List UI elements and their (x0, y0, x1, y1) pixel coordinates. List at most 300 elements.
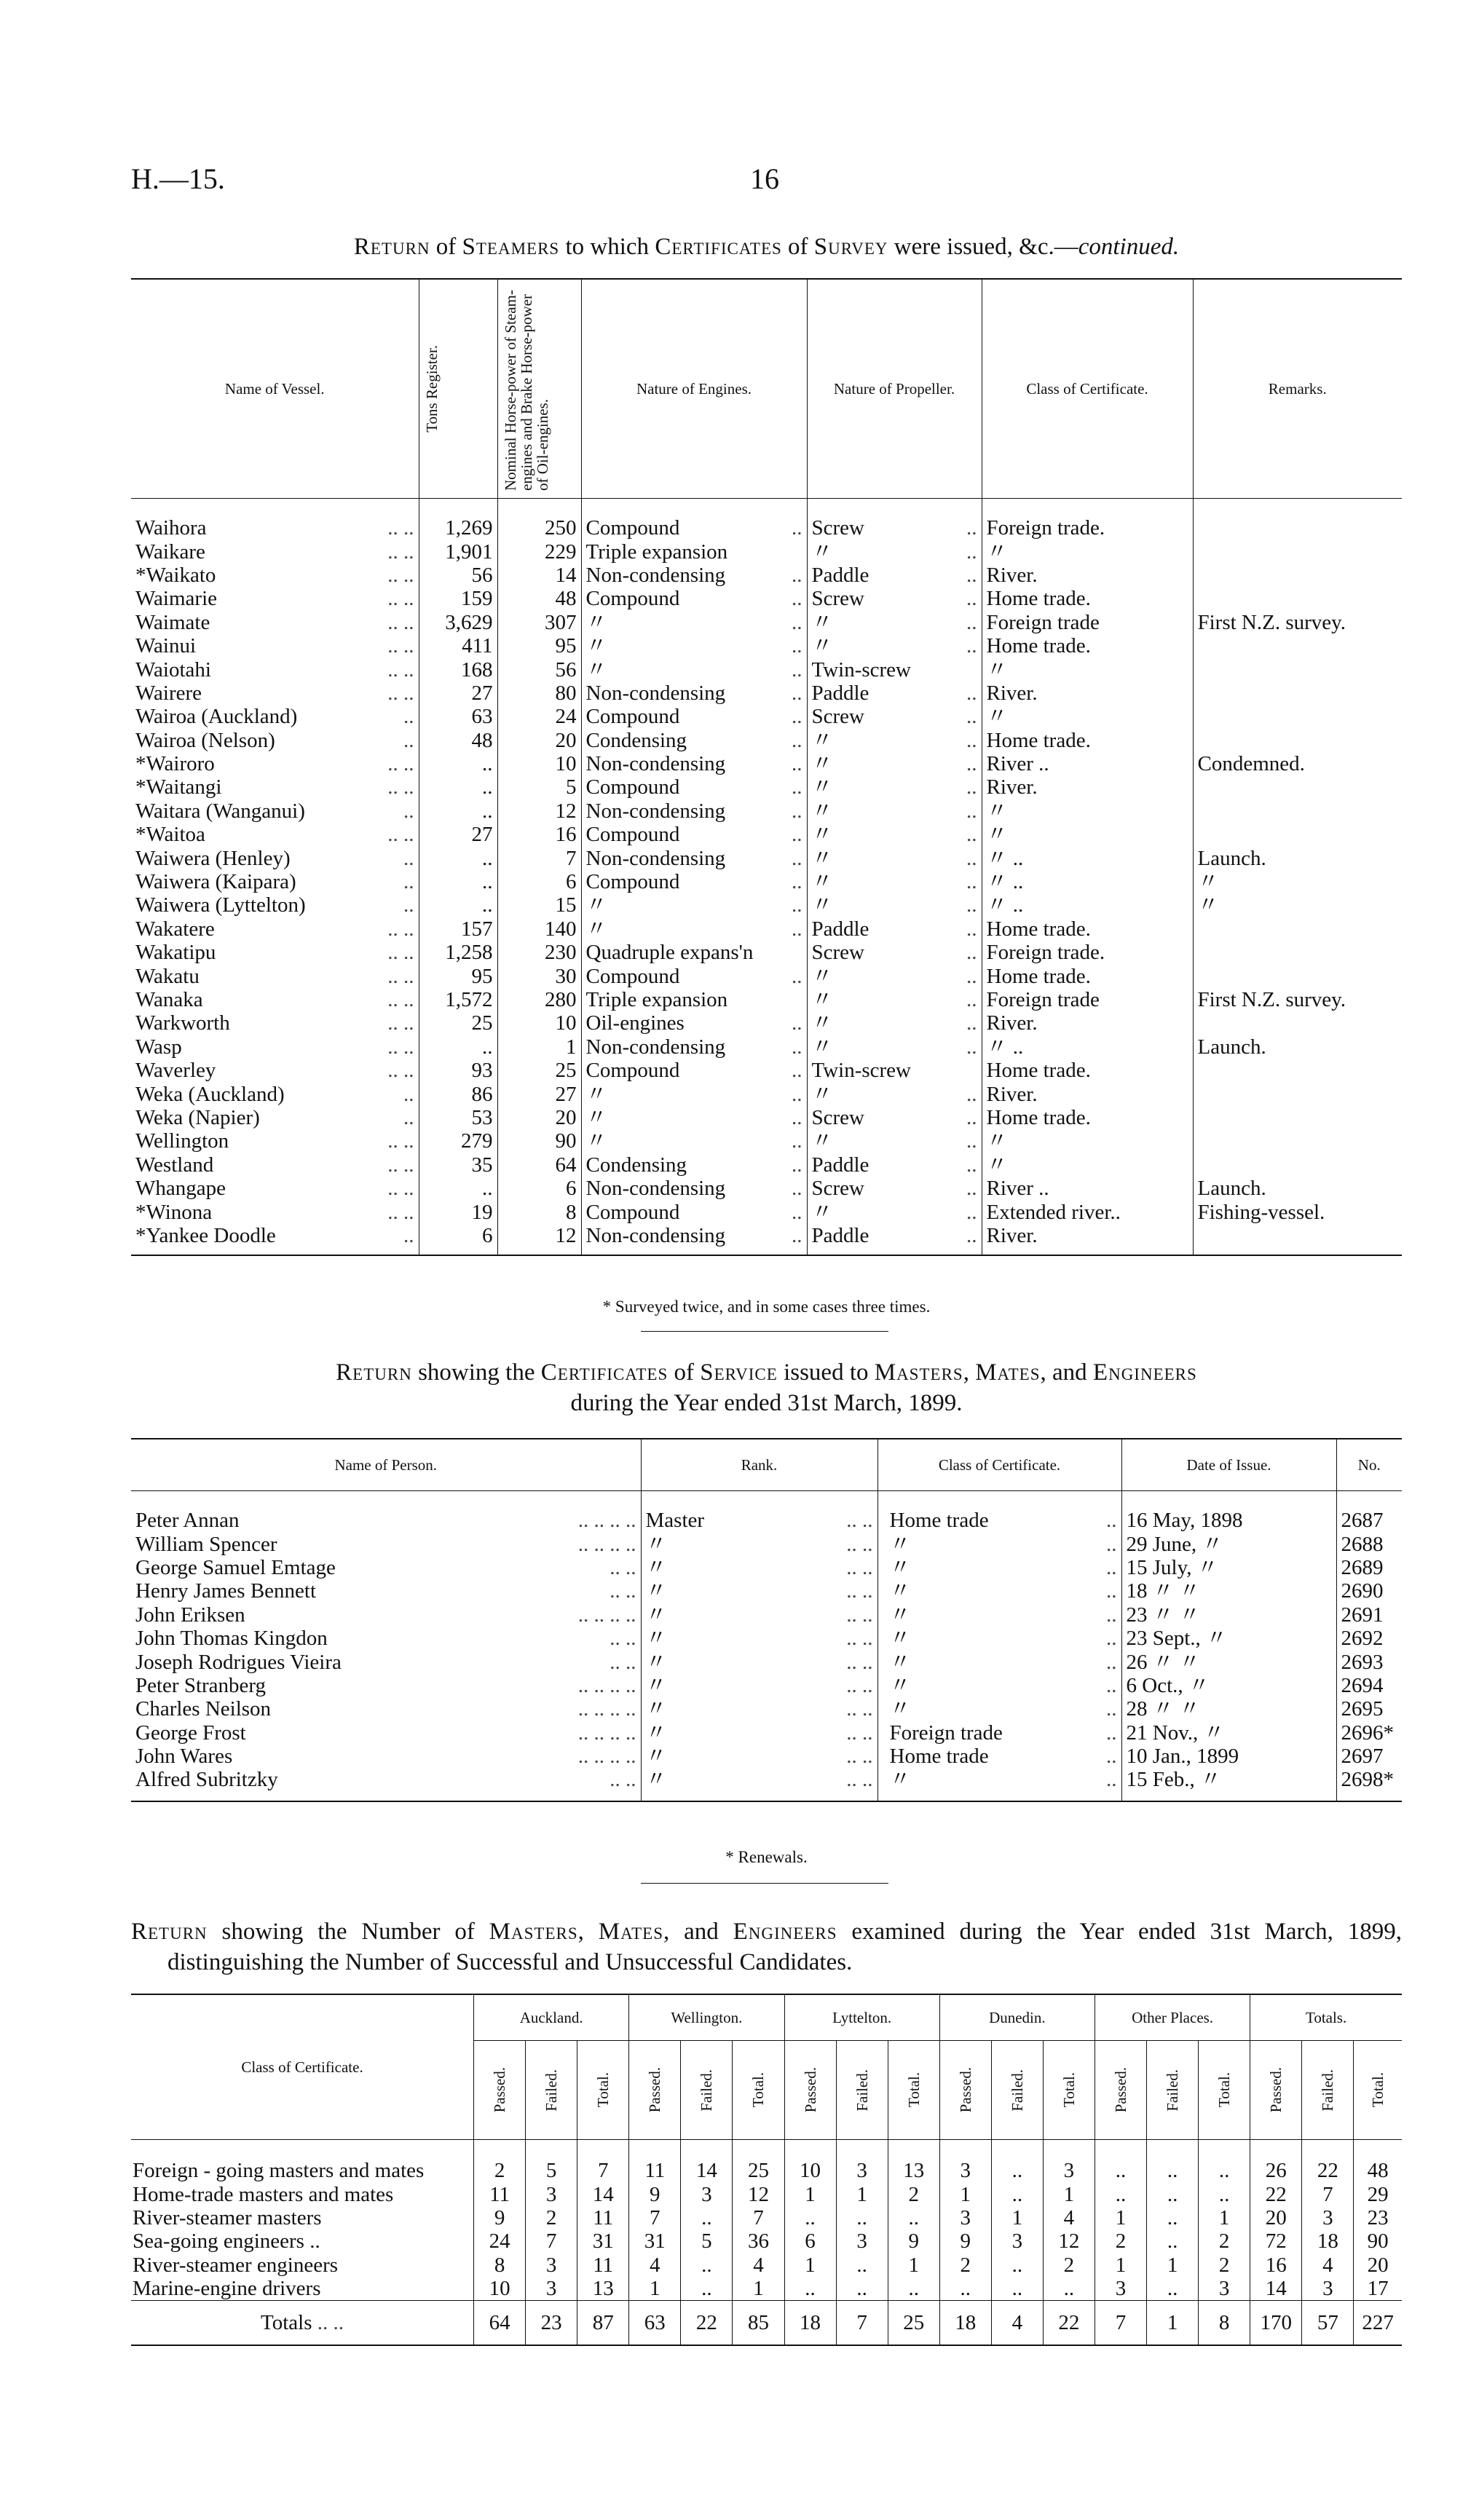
leader-dots: .. (403, 1105, 414, 1129)
exam-count: 3 (836, 2229, 888, 2253)
col-total: Total. (1199, 2041, 1250, 2140)
exam-count: 1 (1199, 2206, 1250, 2229)
col-person-name: Name of Person. (131, 1439, 641, 1491)
vessel-name: Wasp .. .. (131, 1035, 419, 1059)
propeller-nature: Paddle .. (807, 917, 982, 941)
propeller-nature: 〃 .. (807, 964, 982, 987)
propeller-nature: Screw .. (807, 499, 982, 540)
exam-count: 36 (733, 2229, 784, 2253)
remarks (1193, 682, 1402, 705)
leader-dots: .. (792, 1200, 802, 1224)
leader-dots: .. .. (846, 1697, 873, 1721)
page-number: 16 (750, 162, 779, 195)
leader-dots: .. (966, 634, 977, 658)
leader-dots: .. (1106, 1650, 1117, 1674)
horse-power: 8 (497, 1200, 581, 1223)
engine-nature: 〃 .. (581, 634, 807, 657)
exam-count: 13 (577, 2277, 629, 2301)
engine-nature: Condensing .. (581, 729, 807, 752)
remarks (1193, 917, 1402, 941)
exam-count: .. (991, 2182, 1043, 2205)
propeller-nature: Twin-screw (807, 1059, 982, 1082)
exam-count: 3 (681, 2182, 733, 2205)
horse-power: 64 (497, 1153, 581, 1177)
certificate-class: 〃 (982, 799, 1193, 823)
remarks: Launch. (1197, 846, 1266, 870)
person-row (131, 1627, 1402, 1650)
vessel-row (131, 823, 1402, 846)
vessel-name: Wakatere .. .. (131, 917, 419, 941)
total-count: 1 (1147, 2301, 1199, 2346)
exam-count: 12 (1043, 2229, 1095, 2253)
leader-dots: .. (1106, 1579, 1117, 1603)
leader-dots: .. (403, 846, 414, 870)
propeller-nature: Screw .. (807, 1106, 982, 1129)
engine-nature: Compound .. (581, 1059, 807, 1082)
col-number: No. (1357, 1455, 1381, 1474)
exam-count: .. (939, 2277, 991, 2301)
exam-count: 13 (888, 2140, 939, 2183)
vessel-row (131, 729, 1402, 752)
remarks (1193, 540, 1402, 563)
total-count: 18 (939, 2301, 991, 2346)
leader-dots: .. (1106, 1673, 1117, 1697)
tons-register: 168 (419, 657, 497, 681)
col-horse-power: Nominal Horse-power of Steam-engines and Brake Horse-power of Oil-engines. (497, 279, 581, 499)
exam-count: .. (836, 2277, 888, 2301)
leader-dots: .. (966, 1082, 977, 1106)
certificate-class: 〃 .. (877, 1768, 1121, 1801)
exam-count: 4 (1043, 2206, 1095, 2229)
exam-count: 3 (526, 2182, 577, 2205)
leader-dots: .. .. (846, 1768, 873, 1792)
leader-dots: .. .. (387, 1011, 414, 1035)
col-remarks: Remarks. (1268, 379, 1327, 398)
vessel-name: Waiwera (Kaipara) .. (131, 870, 419, 893)
certificate-class: 〃 .. (877, 1556, 1121, 1579)
leader-dots: .. (966, 1200, 977, 1224)
vessel-row (131, 752, 1402, 775)
tons-register: 6 (419, 1224, 497, 1255)
exam-count: 7 (733, 2206, 784, 2229)
exam-count: 11 (577, 2254, 629, 2277)
certificate-number: 2694 (1341, 1673, 1384, 1697)
rank: 〃 .. .. (641, 1674, 877, 1697)
exam-count: .. (991, 2140, 1043, 2183)
leader-dots: .. (966, 964, 977, 988)
propeller-nature: 〃 .. (807, 540, 982, 563)
leader-dots: .. .. (312, 2311, 344, 2335)
leader-dots: .. .. (387, 634, 414, 658)
horse-power: 280 (497, 988, 581, 1011)
steamers-header-row (131, 279, 1402, 499)
service-footnote: * Renewals. (725, 1848, 808, 1866)
leader-dots: .. (966, 941, 977, 965)
vessel-row (131, 1106, 1402, 1129)
leader-dots: .. (966, 893, 977, 917)
vessel-row (131, 941, 1402, 964)
leader-dots: .. (966, 752, 977, 776)
vessel-row (131, 799, 1402, 823)
vessel-name: Wakatu .. .. (131, 964, 419, 987)
exam-count: 2 (474, 2140, 526, 2183)
engine-nature: 〃 .. (581, 657, 807, 681)
propeller-nature: 〃 .. (807, 1129, 982, 1153)
tons-register: 35 (419, 1153, 497, 1177)
certificate-class: 〃 (982, 1129, 1193, 1153)
certificate-class: Home trade. (982, 917, 1193, 941)
vessel-name: Waiwera (Lyttelton) .. (131, 893, 419, 917)
certificate-class: 〃 (982, 705, 1193, 728)
horse-power: 1 (497, 1035, 581, 1059)
certificate-class: 〃 (982, 540, 1193, 563)
person-name: Alfred Subritzky .. .. (131, 1768, 641, 1801)
certificate-class: Foreign trade. (982, 499, 1193, 540)
leader-dots: .. (792, 657, 802, 682)
total-count: 22 (681, 2301, 733, 2346)
exam-count: 3 (991, 2229, 1043, 2253)
person-name: Peter Annan .. .. .. .. (131, 1491, 641, 1533)
leader-dots: .. .. (387, 964, 414, 988)
leader-dots: .. (792, 870, 802, 894)
leader-dots: .. .. (387, 752, 414, 776)
remarks: Launch. (1197, 1035, 1266, 1059)
remarks (1193, 1011, 1402, 1035)
propeller-nature: 〃 .. (807, 1011, 982, 1035)
engine-nature: Compound .. (581, 1200, 807, 1223)
exam-count: .. (1147, 2140, 1199, 2183)
col-passed: Passed. (784, 2041, 836, 2140)
leader-dots: .. .. (846, 1509, 873, 1533)
exam-row (131, 2206, 1402, 2229)
certificate-class: Home trade. (982, 729, 1193, 752)
vessel-row (131, 499, 1402, 540)
leader-dots: .. (1106, 1603, 1117, 1627)
col-total: Total. (577, 2041, 629, 2140)
leader-dots: .. .. .. .. (577, 1532, 636, 1556)
vessel-row (131, 1153, 1402, 1177)
certificate-number: 2687 (1341, 1509, 1384, 1533)
exam-count: 10 (474, 2277, 526, 2301)
vessel-row (131, 1082, 1402, 1105)
col-failed: Failed. (526, 2041, 577, 2140)
remarks (1193, 1082, 1402, 1105)
col-failed: Failed. (1302, 2041, 1354, 2140)
vessel-row (131, 1059, 1402, 1082)
propeller-nature: 〃 .. (807, 1082, 982, 1105)
person-name: William Spencer .. .. .. .. (131, 1532, 641, 1555)
remarks (1193, 634, 1402, 657)
engine-nature: Non-condensing .. (581, 1177, 807, 1200)
exam-count: .. (1199, 2140, 1250, 2183)
exam-count: 1 (939, 2182, 991, 2205)
exam-count: 2 (939, 2254, 991, 2277)
leader-dots: .. .. (387, 941, 414, 965)
date-of-issue: 26 〃 〃 (1121, 1650, 1336, 1673)
col-passed: Passed. (629, 2041, 681, 2140)
exam-count: .. (1147, 2277, 1199, 2301)
vessel-row (131, 1224, 1402, 1255)
leader-dots: .. (792, 1082, 802, 1106)
total-count: 25 (888, 2301, 939, 2346)
tons-register: 56 (419, 564, 497, 587)
certificate-class: 〃 .. (982, 893, 1193, 917)
engine-nature: 〃 .. (581, 917, 807, 941)
remarks (1193, 729, 1402, 752)
leader-dots: .. (1106, 1509, 1117, 1533)
leader-dots: .. .. (846, 1627, 873, 1651)
col-total: Total. (733, 2041, 784, 2140)
vessel-row (131, 657, 1402, 681)
propeller-nature: 〃 .. (807, 870, 982, 893)
remarks: First N.Z. survey. (1197, 988, 1346, 1011)
engine-nature: Non-condensing .. (581, 1035, 807, 1059)
leader-dots: .. (966, 846, 977, 870)
vessel-row (131, 964, 1402, 987)
col-passed: Passed. (474, 2041, 526, 2140)
leader-dots: .. (966, 823, 977, 847)
horse-power: 12 (497, 799, 581, 823)
steamers-table (131, 278, 1402, 1256)
vessel-row (131, 870, 1402, 893)
exam-count: .. (681, 2277, 733, 2301)
exam-count: 11 (629, 2140, 681, 2183)
rank: 〃 .. .. (641, 1603, 877, 1627)
vessel-row (131, 634, 1402, 657)
vessel-row (131, 540, 1402, 563)
exam-count: 1 (784, 2182, 836, 2205)
exam-count: 14 (577, 2182, 629, 2205)
leader-dots: .. (966, 1105, 977, 1129)
leader-dots: .. .. (846, 1579, 873, 1603)
leader-dots: .. (966, 917, 977, 941)
person-row (131, 1674, 1402, 1697)
tons-register: 27 (419, 823, 497, 846)
vessel-row (131, 1177, 1402, 1200)
certificate-class: River. (982, 775, 1193, 799)
engine-nature: Non-condensing .. (581, 846, 807, 869)
certificate-number: 2696* (1341, 1721, 1394, 1745)
vessel-name: Waimate .. .. (131, 611, 419, 634)
steamers-footnote: * Surveyed twice, and in some cases three times. (602, 1297, 931, 1316)
leader-dots: .. (966, 563, 977, 587)
rank: 〃 .. .. (641, 1768, 877, 1801)
horse-power: 20 (497, 729, 581, 752)
rank: 〃 .. .. (641, 1697, 877, 1721)
leader-dots: .. (792, 823, 802, 847)
leader-dots: .. .. (610, 1650, 636, 1674)
person-name: Joseph Rodrigues Vieira .. .. (131, 1650, 641, 1673)
total-count: 227 (1362, 2311, 1394, 2335)
exam-count: 20 (1250, 2206, 1302, 2229)
exam-count: 11 (577, 2206, 629, 2229)
certificate-class: Home trade. (982, 1106, 1193, 1129)
certificate-class: Home trade. (982, 964, 1193, 987)
leader-dots: .. (792, 1129, 802, 1153)
col-failed: Failed. (836, 2041, 888, 2140)
person-name: Henry James Bennett .. .. (131, 1579, 641, 1603)
person-name: Peter Stranberg .. .. .. .. (131, 1674, 641, 1697)
leader-dots: .. .. (387, 1129, 414, 1153)
person-row (131, 1697, 1402, 1721)
engine-nature: Non-condensing .. (581, 752, 807, 775)
exam-count: 26 (1250, 2140, 1302, 2183)
exam-count: 22 (1250, 2182, 1302, 2205)
propeller-nature: Twin-screw (807, 657, 982, 681)
col-failed: Failed. (1147, 2041, 1199, 2140)
engine-nature: Oil-engines .. (581, 1011, 807, 1035)
horse-power: 48 (497, 587, 581, 610)
exam-count: .. (681, 2206, 733, 2229)
exam-count: .. (784, 2206, 836, 2229)
exam-count: 4 (1302, 2254, 1354, 2277)
exam-count: 23 (1367, 2205, 1389, 2229)
vessel-name: Waikare .. .. (131, 540, 419, 563)
date-of-issue: 21 Nov., 〃 (1121, 1721, 1336, 1745)
leader-dots: .. .. (387, 587, 414, 611)
certificate-class: River. (982, 1011, 1193, 1035)
tons-register: 27 (419, 682, 497, 705)
leader-dots: .. (403, 870, 414, 894)
leader-dots: .. (403, 893, 414, 917)
person-row (131, 1721, 1402, 1745)
total-count: 64 (474, 2301, 526, 2346)
certificate-class: River-steamer engineers (131, 2254, 474, 2277)
vessel-name: Wairoa (Nelson) .. (131, 729, 419, 752)
exam-count: .. (1147, 2229, 1199, 2253)
leader-dots: .. .. (846, 1555, 873, 1579)
exam-count: 1 (733, 2277, 784, 2301)
propeller-nature: Paddle .. (807, 682, 982, 705)
propeller-nature: 〃 .. (807, 775, 982, 799)
propeller-nature: Paddle .. (807, 1224, 982, 1255)
leader-dots: .. (792, 917, 802, 941)
remarks: Launch. (1197, 1177, 1266, 1201)
leader-dots: .. (1106, 1532, 1117, 1556)
exam-count: .. (836, 2206, 888, 2229)
horse-power: 56 (497, 657, 581, 681)
engine-nature: Compound .. (581, 587, 807, 610)
certificate-class: River. (982, 1082, 1193, 1105)
leader-dots: .. (792, 1105, 802, 1129)
certificate-number: 2689 (1341, 1555, 1384, 1579)
total-count: 22 (1043, 2301, 1095, 2346)
engine-nature: Compound .. (581, 705, 807, 728)
tons-register: 25 (419, 1011, 497, 1035)
col-class-of-certificate: Class of Certificate. (131, 1994, 474, 2140)
leader-dots: .. (1106, 1768, 1117, 1792)
date-of-issue: 29 June, 〃 (1121, 1532, 1336, 1555)
certificate-class: Extended river.. (982, 1200, 1193, 1223)
tons-register: .. (419, 1177, 497, 1200)
leader-dots: .. (792, 705, 802, 729)
rank: 〃 .. .. (641, 1627, 877, 1650)
certificate-class: 〃 (982, 657, 1193, 681)
vessel-name: Wairoa (Auckland) .. (131, 705, 419, 728)
service-table (131, 1438, 1402, 1802)
rank: 〃 .. .. (641, 1721, 877, 1745)
tons-register: 1,258 (419, 941, 497, 964)
certificate-class: 〃 .. (877, 1674, 1121, 1697)
exam-count: 2 (526, 2206, 577, 2229)
tons-register: 279 (419, 1129, 497, 1153)
engine-nature: Compound .. (581, 964, 807, 987)
exam-count: 6 (784, 2229, 836, 2253)
certificate-class: River .. (982, 1177, 1193, 1200)
certificate-class: 〃 .. (877, 1532, 1121, 1555)
exam-count: .. (1095, 2182, 1146, 2205)
service-header-row (131, 1439, 1402, 1491)
exam-count: .. (1043, 2277, 1095, 2301)
tons-register: .. (419, 846, 497, 869)
engine-nature: Compound .. (581, 823, 807, 846)
exam-count: 8 (474, 2254, 526, 2277)
leader-dots: .. (966, 728, 977, 752)
horse-power: 307 (497, 611, 581, 634)
engine-nature: Non-condensing .. (581, 1224, 807, 1255)
leader-dots: .. .. (387, 610, 414, 634)
remarks (1193, 775, 1402, 799)
vessel-row (131, 564, 1402, 587)
vessel-row (131, 705, 1402, 728)
vessel-row (131, 846, 1402, 869)
vessel-name: *Wairoro .. .. (131, 752, 419, 775)
certificate-class: Home trade .. (877, 1745, 1121, 1768)
leader-dots: .. (792, 775, 802, 799)
tons-register: 19 (419, 1200, 497, 1223)
certificate-class: Home trade. (982, 587, 1193, 610)
exam-count: 2 (1095, 2229, 1146, 2253)
date-of-issue: 18 〃 〃 (1121, 1579, 1336, 1603)
vessel-name: Wanaka .. .. (131, 988, 419, 1011)
exam-count: 9 (474, 2206, 526, 2229)
leader-dots: .. (792, 1011, 802, 1035)
exam-count: 9 (888, 2229, 939, 2253)
remarks (1193, 587, 1402, 610)
exam-count: 2 (1043, 2254, 1095, 2277)
engine-nature: 〃 .. (581, 1106, 807, 1129)
propeller-nature: Paddle .. (807, 564, 982, 587)
propeller-nature: Screw .. (807, 1177, 982, 1200)
exam-count: 9 (939, 2229, 991, 2253)
exam-row (131, 2229, 1402, 2253)
vessel-row (131, 1200, 1402, 1223)
vessel-name: Wellington .. .. (131, 1129, 419, 1153)
rank: 〃 .. .. (641, 1745, 877, 1768)
person-row (131, 1491, 1402, 1533)
horse-power: 27 (497, 1082, 581, 1105)
leader-dots: .. (792, 1223, 802, 1247)
leader-dots: .. .. (610, 1579, 636, 1603)
engine-nature: Triple expansion (581, 988, 807, 1011)
rank: 〃 .. .. (641, 1650, 877, 1673)
tons-register: 93 (419, 1059, 497, 1082)
col-total: Total. (888, 2041, 939, 2140)
document-reference: H.—15. (131, 162, 225, 195)
exam-count: .. (991, 2277, 1043, 2301)
vessel-row (131, 775, 1402, 799)
total-count: 18 (784, 2301, 836, 2346)
exam-count: 24 (474, 2229, 526, 2253)
rank: 〃 .. .. (641, 1532, 877, 1555)
vessel-name: Weka (Auckland) .. (131, 1082, 419, 1105)
horse-power: 140 (497, 917, 581, 941)
tons-register: 95 (419, 964, 497, 987)
exam-count: 1 (888, 2254, 939, 2277)
col-other-places: Other Places. (1095, 1994, 1250, 2041)
leader-dots: .. .. (846, 1532, 873, 1556)
vessel-name: Weka (Napier) .. (131, 1106, 419, 1129)
